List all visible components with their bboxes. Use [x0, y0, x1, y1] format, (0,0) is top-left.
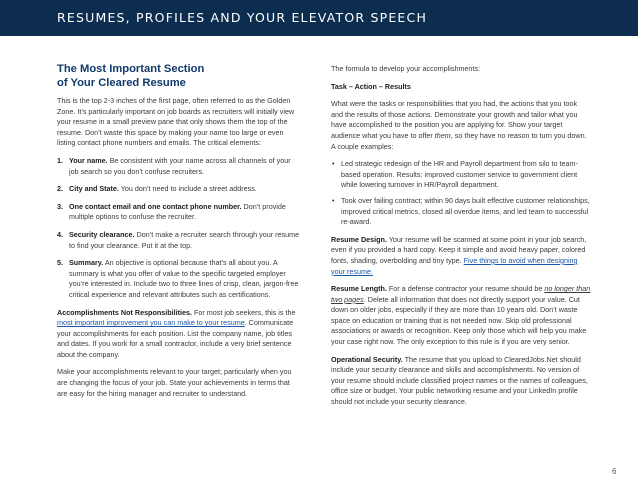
closing-paragraph: Make your accomplishments relevant to your target; particularly when you are changing the focus of your job. State your achievements in terms that are easy for the hiring manager and recruiter to understand. [57, 367, 292, 398]
bullet-icon: • [332, 159, 335, 169]
section-title: RESUMES, PROFILES AND YOUR ELEVATOR SPEECH [57, 10, 428, 25]
formula-label: Task – Action – Results [331, 81, 411, 91]
list-item: 5. Summary. An objective is optional because that’s all about you. A summary is what you offer of value to the specific targeted employer you’re interested in. Include two to three lines of crisp, clean, jargon-free critical experience and relevant attributes such as certifications. [57, 258, 299, 299]
left-column [57, 62, 302, 406]
formula-paragraph: What were the tasks or responsibilities that you had, the actions that you took and the results of those actions. Demonstrate your growth and tailor what you have accomplished to the position you are applying for. Show your target audience what you have to offer them, so they have no reason to turn you down. A couple examples: [331, 99, 587, 151]
design-paragraph: Resume Design. Your resume will be scanned at some point in your job search, even if you provided a hard copy. Keep it simple and avoid heavy paper, colored fonts, shading, overbolding and tiny type. Five things to avoid when designing your resume. [331, 234, 587, 276]
intro-paragraph: This is the top 2-3 inches of the first page, often referred to as the Golden Zone. It’s particularly important on job boards as recruiters will initially view your resume in a small preview pane that only shows them the top of the resume. Don’t waste this space by making your name too large or even listing contact phone numbers and emails. The critical elements: [57, 96, 295, 148]
critical-elements-list [57, 156, 302, 301]
formula-intro: The formula to develop your accomplishments: [331, 64, 481, 73]
section-heading [57, 62, 302, 90]
examples-list [331, 159, 591, 228]
heading-line-1: The Most Important Section [57, 63, 205, 75]
section-banner [0, 0, 638, 36]
important-improvement-link[interactable]: most important improvement you can make to your resume [57, 318, 245, 328]
design-avoid-link[interactable]: Five things to avoid when designing your resume. [331, 255, 578, 276]
list-item: • Took over failing contract; within 90 days built effective customer relationships, improved critical metrics, closed all overdue items, and led team to successful re-award. [332, 195, 590, 227]
length-paragraph: Resume Length. For a defense contractor your resume should be no longer than two pages. Delete all information that does not directly support your value. Cut down on older jobs, especially if they are more than 10 years old. Don’t waste space on education or training that is not needed now. Skip old professional associations or awards or recognition. Keep only those which will help you make your case right now. The only exception to this rule is if you are very senior. [331, 284, 591, 347]
list-item: 3. One contact email and one contact phone number. Don’t provide multiple options to confuse the recruiter. [57, 201, 286, 222]
heading-line-2: of Your Cleared Resume [57, 77, 186, 89]
list-item: 1. Your name. Be consistent with your name across all channels of your job search so you don’t confuse recruiters. [57, 155, 291, 176]
page-number: 6 [612, 467, 617, 476]
list-item: • Led strategic redesign of the HR and Payroll department from silo to team-based operation. Results: improved customer service to government client while lowering turnover in HR/Payroll department. [332, 159, 578, 190]
list-item: 2. City and State. You don’t need to include a street address. [57, 184, 257, 194]
accomplishments-paragraph: Accomplishments Not Responsibilities. For most job seekers, this is the most important improvement you can make to your resume. Communicate your accomplishments for each position. List the company name, job titles and dates. If you work for a small contractor, include a very brief sentence about the company. [57, 307, 296, 359]
opsec-paragraph: Operational Security. The resume that you upload to ClearedJobs.Net should include your security clearance and skills and accomplishments. No version of your resume should include classified project names or the names of colleagues, office size or budget. Your public networking resume and your LinkedIn profile should not include your security clearance. [331, 354, 588, 407]
right-column [331, 64, 591, 415]
bullet-icon: • [332, 195, 335, 205]
list-item: 4. Security clearance. Don’t make a recruiter search through your resume to find your clearance. Put it at the top. [57, 229, 300, 250]
